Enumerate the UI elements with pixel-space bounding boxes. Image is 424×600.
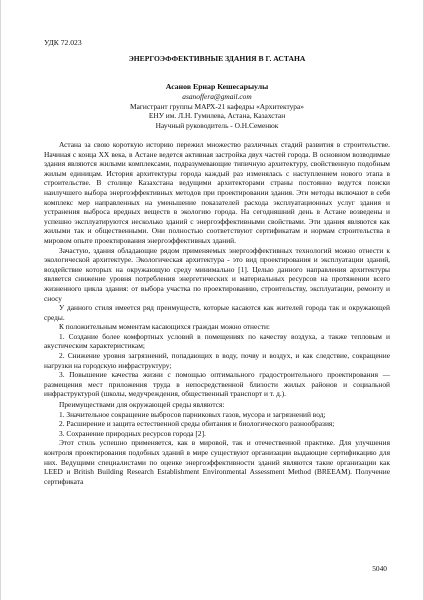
list-item: 3. Повышение качества жизни с помощью оптимального градостроительного проектирования — размещения мест приложения труда в непосредственной близости жилых районов и социальной инфраструктурой (школы, медучреждения, общественный транспорт и т. д.).: [44, 370, 390, 399]
page-number: 5040: [372, 564, 387, 573]
list-item: 1. Значительное сокращение выбросов парниковых газов, мусора и загрязнений вод;: [59, 409, 326, 419]
article-body: [44, 140, 390, 486]
udk-code: УДК 72.023: [44, 38, 82, 47]
author-affiliation-group: Магистрант группы МАРХ-21 кафедры «Архитектура»: [130, 101, 304, 111]
author-email[interactable]: asanoffera@gmail.com: [182, 92, 252, 101]
list-item: 3. Сохранение природных ресурсов города [2].: [59, 428, 206, 438]
list-item: 2. Снижение уровня загрязнений, попадающих в воду, почву и воздух, и как следствие, сокращение нагрузки на городскую инфраструктуру;: [44, 351, 390, 370]
article-title: ЭНЕРГОЭФФЕКТИВНЫЕ ЗДАНИЯ В Г. АСТАНА: [128, 54, 306, 63]
body-paragraph: Этот стиль успешно применяется, как в мировой, так и отечественной практике. Для улучшения контроля проектирования подобных зданий в мире существуют организации выдающие сертификацию для них. Ведущими специалистами по оценке энергоэффективности зданий являются такие организации как LEED и British Building Research Establishment Environmental Assessment Method (BREEAM). Получение сертификата: [44, 438, 390, 486]
body-paragraph: Преимуществами для окружающей среды являются:: [59, 400, 225, 410]
author-affiliation-university: ЕНУ им. Л.Н. Гумилева, Астана, Казахстан: [148, 111, 286, 120]
body-paragraph: У данного стиля имеется ряд преимуществ, которые касаются как жителей города так и окружающей среды.: [44, 303, 390, 322]
list-item: 2. Расширение и защита естественной среды обитания и биологического разнообразия;: [59, 419, 335, 429]
scientific-supervisor: Научный руководитель - О.Н.Семенюк: [155, 120, 279, 130]
body-paragraph: Зачастую, здания обладающие рядом применяемых энергоэффективных технологий можно отнести к экологической архитектуре. Экологическая архитектура - это вид проектирования и эксплуатации зданий, воздействие которых на окружающую среду минимально [1]. Целью данного направления архитектуры является снижение уровня потребления энергетических и материальных ресурсов на протяжении всего жизненного цикла здания: от выбора участка по проектированию, строительству, эксплуатации, ремонту и сносу: [44, 245, 390, 303]
list-item: 1. Создание более комфортных условий в помещениях по качеству воздуха, а также тепловым и акустическим характеристикам;: [44, 331, 390, 351]
body-paragraph: К положительным моментам касающихся граждан можно отнести:: [59, 322, 270, 332]
author-name: Асанов Ернар Кешесарыулы: [165, 82, 269, 91]
body-paragraph: Астана за свою короткую историю пережил множество различных стадий развития в строительстве. Начиная с конца XX века, в Астане ведется активная застройка двух частей города. В основном возводимые здания являются жилыми комплексами, подразумевающие типичную архитектуру, свойственную подобным жилым единицам. История архитектуры города каждый раз изменялась с наступлением нового этапа в строительстве. В столице Казахстана ведущими архитекторами страны постоянно ведутся поиски наилучшего выбора энергоэффективных методов при проектировании здания. Эти методы включают в себя комплекс мер направленных на уменьшение показателей расхода эксплуатационных услуг здания и устранения выброса вредных веществ в экологию города. На сегодняшний день в Астане возведены и успешно эксплуатируются несколько зданий с энергоэффективными свойствами. Эти здания являются как жилыми так и общественными. Они полностью соответствуют сертификатам и нормам строительства в мировом опыте проектирования энергоэффективных зданий.: [44, 140, 390, 245]
